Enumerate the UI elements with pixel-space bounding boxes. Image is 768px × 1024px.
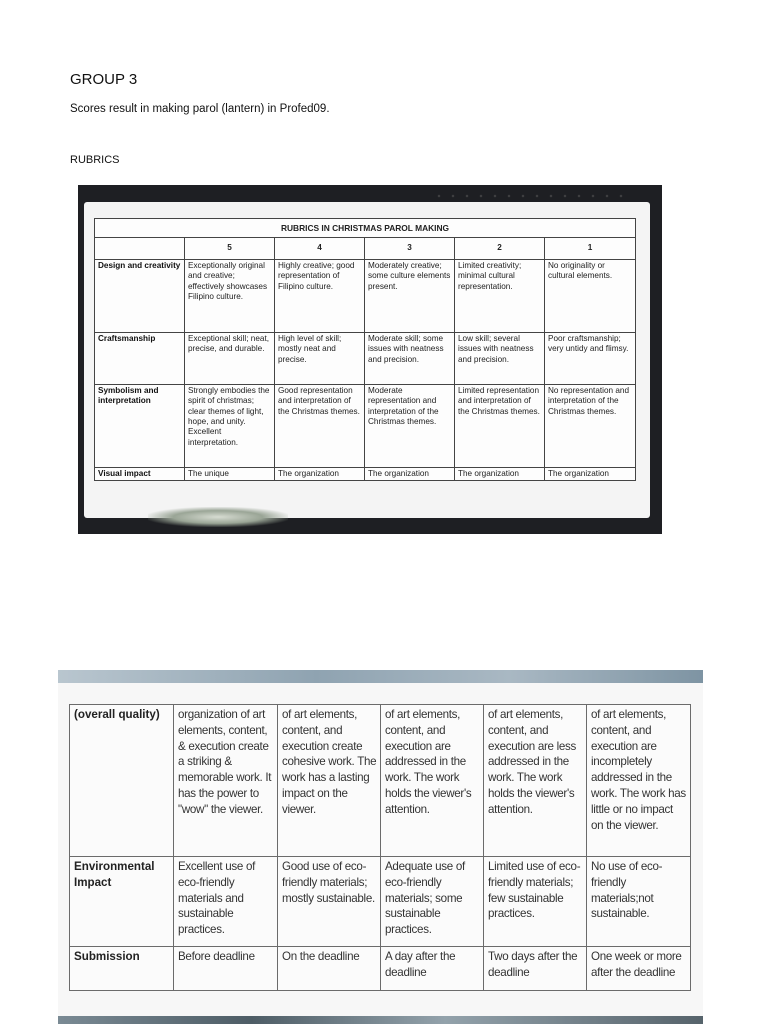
criterion-cell: Visual impact [95,467,185,480]
rubric-table-1 [94,218,636,481]
rubric-cell: of art elements, content, and execution are addressed in the work. The work holds the viewer's attention. [381,705,484,857]
table-row [95,467,636,480]
rubric-cell: organization of art elements, content, & execution create a striking & memorable work. It has the power to "wow" the viewer. [174,705,278,857]
rubric-cell: Poor craftsmanship; very untidy and flimsy. [545,332,636,384]
rubric-cell: Low skill; several issues with neatness and precision. [455,332,545,384]
criterion-cell: Symbolism and interpretation [95,384,185,467]
rubric-cell: Excellent use of eco-friendly materials and sustainable practices. [174,857,278,947]
score-header: 4 [275,238,365,259]
rubric-cell: Before deadline [174,947,278,991]
table-row [95,332,636,384]
rubric-cell: Two days after the deadline [484,947,587,991]
rubric-cell: A day after the deadline [381,947,484,991]
criterion-cell: Environmental Impact [70,857,174,947]
criterion-cell: Design and creativity [95,259,185,332]
rubric-cell: Adequate use of eco-friendly materials; some sustainable practices. [381,857,484,947]
criterion-header [95,238,185,259]
rubric-screenshot-2 [58,670,703,1024]
rubric-cell: of art elements, content, and execution are less addressed in the work. The work holds the viewer's attention. [484,705,587,857]
rubric-cell: of art elements, content, and execution are incompletely addressed in the work. The work has little or no impact on the viewer. [587,705,691,857]
image-bottom-band [58,1016,703,1024]
table-caption: RUBRICS IN CHRISTMAS PAROL MAKING [95,219,636,238]
criterion-cell: (overall quality) [70,705,174,857]
rubric-cell: On the deadline [278,947,381,991]
table-row [95,259,636,332]
rubric-cell: Moderate skill; some issues with neatness and precision. [365,332,455,384]
score-header: 2 [455,238,545,259]
rubric-cell: The organization [275,467,365,480]
rubric-cell: No use of eco-friendly materials;not sustainable. [587,857,691,947]
group-title: GROUP 3 [70,71,138,88]
criterion-cell: Submission [70,947,174,991]
background-sparkles [432,191,632,201]
rubric-cell: Moderately creative; some culture elements present. [365,259,455,332]
rubric-cell: Exceptionally original and creative; effectively showcases Filipino culture. [185,259,275,332]
rubric-cell: Exceptional skill; neat, precise, and durable. [185,332,275,384]
image-top-band [58,670,703,683]
rubric-cell: Limited creativity; minimal cultural representation. [455,259,545,332]
rubric-cell: The organization [455,467,545,480]
score-header: 5 [185,238,275,259]
subtitle: Scores result in making parol (lantern) in Profed09. [70,103,330,115]
score-header-row [95,238,636,259]
rubric-cell: The organization [545,467,636,480]
rubric-cell: Highly creative; good representation of Filipino culture. [275,259,365,332]
score-header: 1 [545,238,636,259]
rubric-cell: The organization [365,467,455,480]
rubric-cell: Good use of eco-friendly materials; mostly sustainable. [278,857,381,947]
rubric-cell: Limited representation and interpretation of the Christmas themes. [455,384,545,467]
rubric-cell: No representation and interpretation of the Christmas themes. [545,384,636,467]
table-row [70,947,691,991]
rubric-table-2 [69,704,691,991]
rubric-cell: Strongly embodies the spirit of christmas; clear themes of light, hope, and unity. Excellent interpretation. [185,384,275,467]
tinsel-decoration [148,507,288,527]
score-header: 3 [365,238,455,259]
rubric-screenshot-1 [78,185,662,534]
table-row [70,857,691,947]
rubric-cell: Good representation and interpretation of the Christmas themes. [275,384,365,467]
table-row [70,705,691,857]
rubric-cell: Moderate representation and interpretation of the Christmas themes. [365,384,455,467]
rubric-cell: High level of skill; mostly neat and precise. [275,332,365,384]
rubric-cell: Limited use of eco-friendly materials; few sustainable practices. [484,857,587,947]
rubric-cell: of art elements, content, and execution create cohesive work. The work has a lasting impact on the viewer. [278,705,381,857]
rubrics-label: RUBRICS [70,154,120,166]
rubric-cell: The unique [185,467,275,480]
rubric-cell: One week or more after the deadline [587,947,691,991]
table-row [95,384,636,467]
rubric-cell: No originality or cultural elements. [545,259,636,332]
table-caption-row [95,219,636,238]
criterion-cell: Craftsmanship [95,332,185,384]
